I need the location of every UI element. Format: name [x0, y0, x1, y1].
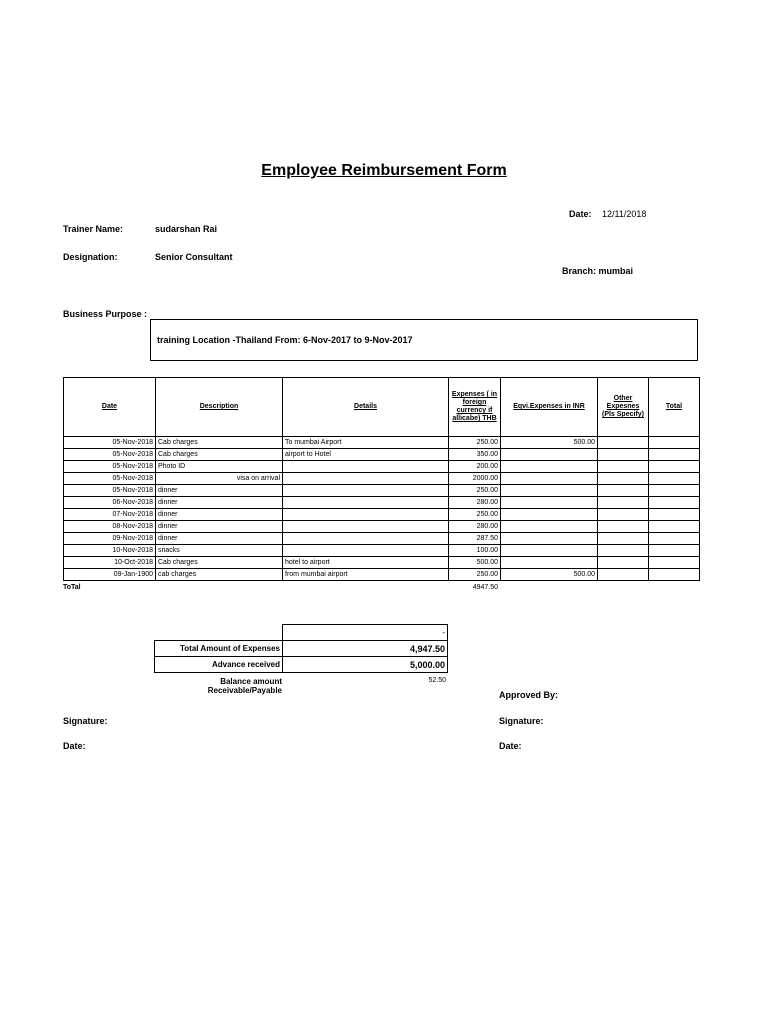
cell-description: Cab charges: [156, 437, 283, 449]
cell-inr-amount: [501, 497, 598, 509]
cell-description: snacks: [156, 545, 283, 557]
cell-other: [598, 569, 649, 581]
cell-inr-amount: [501, 461, 598, 473]
business-purpose-box: [150, 319, 698, 361]
cell-inr-amount: 500.00: [501, 437, 598, 449]
cell-details: [283, 485, 449, 497]
cell-foreign-amount: 250.00: [449, 485, 501, 497]
cell-date: 09-Jan-1900: [64, 569, 156, 581]
cell-inr-amount: 500.00: [501, 569, 598, 581]
cell-total: [649, 509, 700, 521]
cell-description: dinner: [156, 509, 283, 521]
cell-description: Cab charges: [156, 449, 283, 461]
cell-other: [598, 473, 649, 485]
cell-date: 05-Nov-2018: [64, 461, 156, 473]
summary-advance-row: [155, 657, 448, 673]
cell-inr-amount: [501, 485, 598, 497]
business-purpose-text: training Location -Thailand From: 6-Nov-2017 to 9-Nov-2017: [157, 335, 413, 345]
summary-top-value: -: [283, 625, 448, 641]
cell-other: [598, 557, 649, 569]
branch-text: Branch: mumbai: [562, 266, 634, 276]
cell-description: dinner: [156, 485, 283, 497]
cell-details: [283, 509, 449, 521]
table-row: [64, 461, 700, 473]
table-row: [64, 473, 700, 485]
summary-total-row: [155, 641, 448, 657]
col-header-details: Details: [283, 378, 449, 437]
cell-inr-amount: [501, 521, 598, 533]
cell-description: dinner: [156, 533, 283, 545]
table-header-row: [64, 378, 700, 437]
cell-foreign-amount: 280.00: [449, 521, 501, 533]
cell-total: [649, 533, 700, 545]
advance-label: Advance received: [155, 657, 283, 673]
cell-details: [283, 521, 449, 533]
col-header-other-expenses: Other Expesnes (Pls Specify): [598, 378, 649, 437]
trainer-name-label: Trainer Name:: [63, 224, 124, 234]
cell-total: [649, 485, 700, 497]
table-row: [64, 569, 700, 581]
cell-description: dinner: [156, 521, 283, 533]
cell-foreign-amount: 250.00: [449, 509, 501, 521]
signature-label-right: Signature:: [499, 716, 544, 726]
cell-description: visa on arrival: [156, 473, 283, 485]
table-row: [64, 485, 700, 497]
col-header-total: Total: [649, 378, 700, 437]
cell-foreign-amount: 287.50: [449, 533, 501, 545]
cell-date: 10-Nov-2018: [64, 545, 156, 557]
cell-total: [649, 473, 700, 485]
cell-inr-amount: [501, 533, 598, 545]
expense-table: [63, 377, 700, 581]
cell-date: 09-Nov-2018: [64, 533, 156, 545]
cell-other: [598, 449, 649, 461]
cell-description: Cab charges: [156, 557, 283, 569]
col-header-date: Date: [64, 378, 156, 437]
cell-total: [649, 521, 700, 533]
cell-foreign-amount: 350.00: [449, 449, 501, 461]
cell-date: 05-Nov-2018: [64, 449, 156, 461]
business-purpose-label: Business Purpose :: [63, 309, 148, 319]
total-expenses-value: 4,947.50: [283, 641, 448, 657]
cell-description: Photo ID: [156, 461, 283, 473]
cell-details: hotel to airport: [283, 557, 449, 569]
total-expenses-label: Total Amount of Expenses: [155, 641, 283, 657]
table-row: [64, 437, 700, 449]
cell-date: 08-Nov-2018: [64, 521, 156, 533]
approved-by-label: Approved By:: [499, 690, 559, 700]
cell-foreign-amount: 100.00: [449, 545, 501, 557]
balance-value: 52.50: [428, 677, 446, 684]
cell-other: [598, 533, 649, 545]
designation-value: Senior Consultant: [155, 252, 233, 262]
cell-inr-amount: [501, 545, 598, 557]
table-row: [64, 557, 700, 569]
advance-value: 5,000.00: [283, 657, 448, 673]
cell-foreign-amount: 250.00: [449, 569, 501, 581]
cell-other: [598, 509, 649, 521]
signature-label-left: Signature:: [63, 716, 108, 726]
summary-top-blank: [155, 625, 283, 641]
total-value: 4947.50: [472, 584, 498, 591]
cell-other: [598, 497, 649, 509]
date-label-left: Date:: [63, 741, 86, 751]
cell-other: [598, 437, 649, 449]
cell-other: [598, 461, 649, 473]
cell-inr-amount: [501, 557, 598, 569]
table-row: [64, 533, 700, 545]
col-header-inr-expenses: Eqvi.Expenses in INR: [501, 378, 598, 437]
cell-date: 05-Nov-2018: [64, 473, 156, 485]
cell-details: airport to Hotel: [283, 449, 449, 461]
form-title: Employee Reimbursement Form: [261, 162, 507, 179]
cell-foreign-amount: 500.00: [449, 557, 501, 569]
table-row: [64, 521, 700, 533]
cell-description: dinner: [156, 497, 283, 509]
col-header-foreign-expenses: Expenses ( in foreign currency if allicabe) THB: [449, 378, 501, 437]
cell-foreign-amount: 280.00: [449, 497, 501, 509]
cell-other: [598, 485, 649, 497]
cell-inr-amount: [501, 509, 598, 521]
cell-total: [649, 449, 700, 461]
cell-details: [283, 545, 449, 557]
cell-details: from mumbai airport: [283, 569, 449, 581]
cell-total: [649, 569, 700, 581]
date-label: Date:: [569, 209, 592, 219]
trainer-name-value: sudarshan Rai: [155, 224, 218, 234]
cell-foreign-amount: 250.00: [449, 437, 501, 449]
cell-details: [283, 473, 449, 485]
total-label: ToTal: [63, 584, 81, 591]
cell-total: [649, 545, 700, 557]
cell-details: [283, 497, 449, 509]
cell-date: 05-Nov-2018: [64, 437, 156, 449]
cell-date: 10-Oct-2018: [64, 557, 156, 569]
cell-total: [649, 461, 700, 473]
cell-foreign-amount: 200.00: [449, 461, 501, 473]
cell-foreign-amount: 2000.00: [449, 473, 501, 485]
table-row: [64, 545, 700, 557]
cell-date: 05-Nov-2018: [64, 485, 156, 497]
balance-label: Balance amount Receivable/Payable: [207, 677, 282, 695]
cell-details: To mumbai Airport: [283, 437, 449, 449]
table-row: [64, 509, 700, 521]
cell-inr-amount: [501, 449, 598, 461]
summary-table: [154, 624, 448, 673]
cell-total: [649, 497, 700, 509]
col-header-description: Description: [156, 378, 283, 437]
date-value: 12/11/2018: [602, 209, 647, 219]
cell-details: [283, 533, 449, 545]
table-row: [64, 449, 700, 461]
cell-details: [283, 461, 449, 473]
date-label-right: Date:: [499, 741, 522, 751]
cell-other: [598, 521, 649, 533]
summary-top-row: [155, 625, 448, 641]
table-row: [64, 497, 700, 509]
cell-total: [649, 557, 700, 569]
cell-date: 06-Nov-2018: [64, 497, 156, 509]
cell-total: [649, 437, 700, 449]
cell-inr-amount: [501, 473, 598, 485]
cell-description: cab charges: [156, 569, 283, 581]
cell-date: 07-Nov-2018: [64, 509, 156, 521]
designation-label: Designation:: [63, 252, 118, 262]
cell-other: [598, 545, 649, 557]
